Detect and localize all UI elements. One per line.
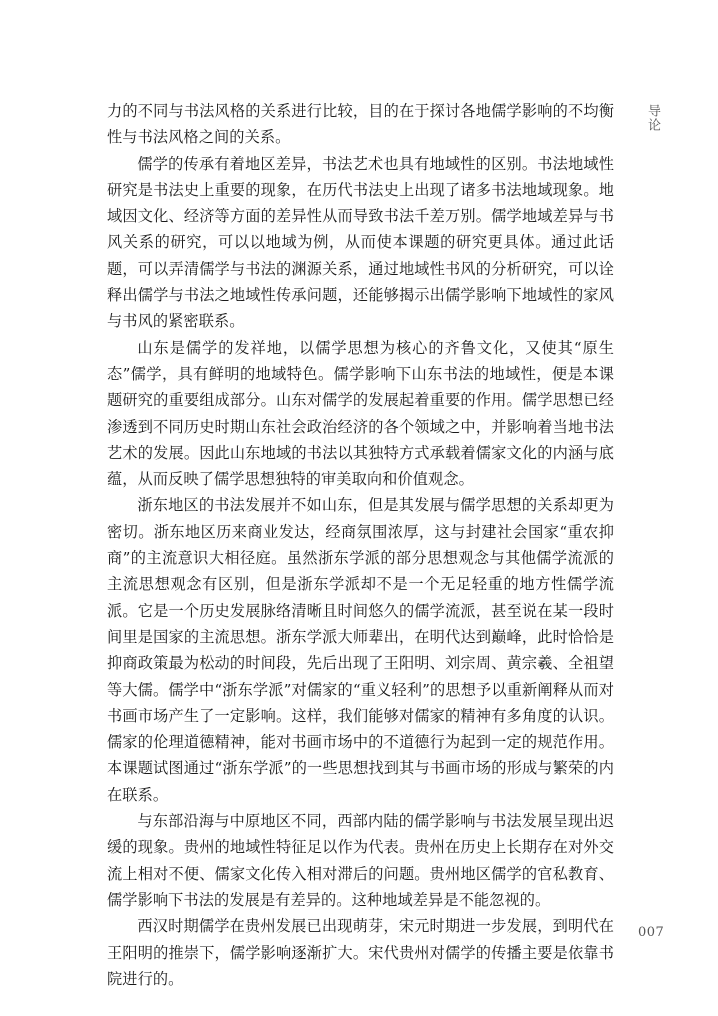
paragraph-6: 西汉时期儒学在贵州发展已出现萌芽，宋元时期进一步发展，到明代在王阳明的推崇下，儒学影响逐渐扩大。宋代贵州对儒学的传播主要是依靠书院进行的。 [107,917,614,988]
paragraph-1: 力的不同与书法风格的关系进行比较，目的在于探讨各地儒学影响的不均衡性与书法风格之间的关系。 [107,102,614,147]
paragraph-3: 山东是儒学的发祥地，以儒学思想为核心的齐鲁文化，又使其“原生态”儒学，具有鲜明的地域特色。儒学影响下山东书法的地域性，便是本课题研究的重要组成部分。山东对儒学的发展起着重要的作用。儒学思想已经渗透到不同历史时期山东社会政治经济的各个领域之中，并影响着当地书法艺术的发展。因此山东地域的书法以其独特方式承载着儒家文化的内涵与底蕴，从而反映了儒学思想独特的审美取向和价值观念。 [107,338,614,489]
page-number: 007 [638,925,665,940]
paragraph-5: 与东部沿海与中原地区不同，西部内陆的儒学影响与书法发展呈现出迟缓的现象。贵州的地域性特征足以作为代表。贵州在历史上长期存在对外交流上相对不便、儒家文化传入相对滞后的问题。贵州地区儒学的官私教育、儒学影响下书法的发展是有差异的。这种地域差异是不能忽视的。 [107,812,614,909]
paragraph-2: 儒学的传承有着地区差异，书法艺术也具有地域性的区别。书法地域性研究是书法史上重要的现象，在历代书法史上出现了诸多书法地域现象。地域因文化、经济等方面的差异性从而导致书法千差万别。儒学地域差异与书风关系的研究，可以以地域为例，从而使本课题的研究更具体。通过此话题，可以弄清儒学与书法的渊源关系，通过地域性书风的分析研究，可以诠释出儒学与书法之地域性传承问题，还能够揭示出儒学影响下地域性的家风与书风的紧密联系。 [107,154,614,331]
body-text [107,98,614,992]
paragraph-4: 浙东地区的书法发展并不如山东，但是其发展与儒学思想的关系却更为密切。浙东地区历来商业发达，经商氛围浓厚，这与封建社会国家“重农抑商”的主流意识大相径庭。虽然浙东学派的部分思想观念与其他儒学流派的主流思想观念有区别，但是浙东学派却不是一个无足轻重的地方性儒学流派。它是一个历史发展脉络清晰且时间悠久的儒学流派，甚至说在某一段时间里是国家的主流思想。浙东学派大师辈出，在明代达到巅峰，此时恰恰是抑商政策最为松动的时间段，先后出现了王阳明、刘宗周、黄宗羲、全祖望等大儒。儒学中“浙东学派”对儒家的“重义轻利”的思想予以重新阐释从而对书画市场产生了一定影响。这样，我们能够对儒家的精神有多角度的认识。儒家的伦理道德精神，能对书画市场中的不道德行为起到一定的规范作用。本课题试图通过“浙东学派”的一些思想找到其与书画市场的形成与繁荣的内在联系。 [107,496,614,804]
running-head: 导论 [645,104,660,132]
